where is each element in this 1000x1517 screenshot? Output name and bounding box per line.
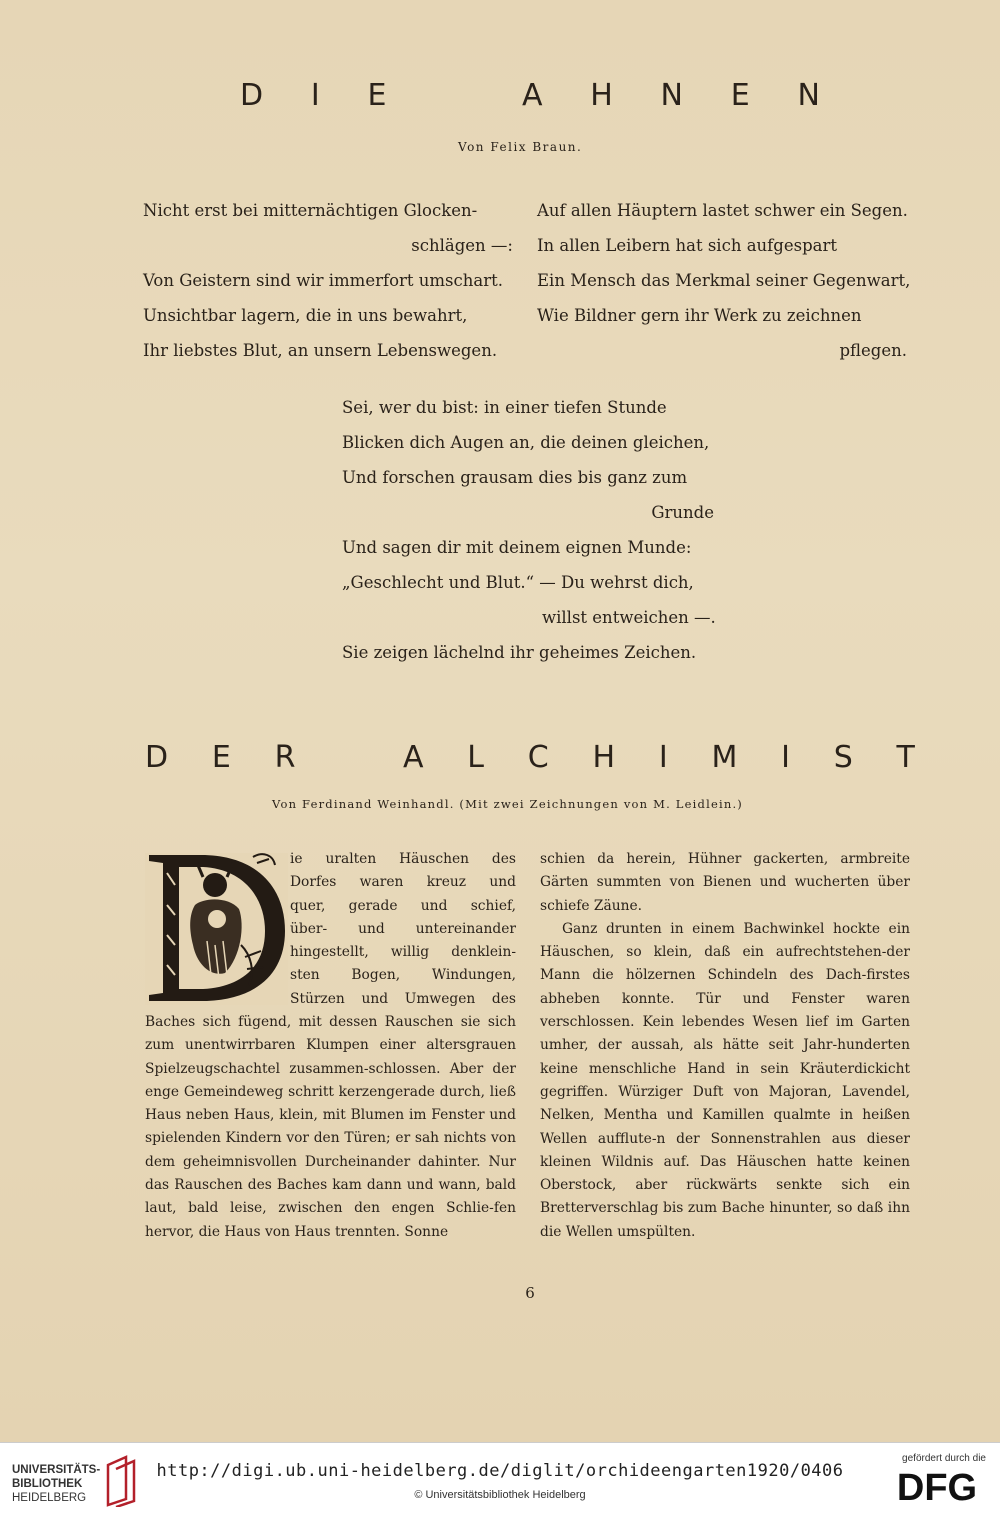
poem-byline: Von Felix Braun. [458,140,583,154]
poem-line: Und forschen grausam dies bis ganz zum [342,468,688,487]
prose-line: hingestellt, willig denklein- [290,944,516,961]
poem-line: Sie zeigen lächelnd ihr geheimes Zeichen. [342,643,697,662]
prose-line: ie uralten Häuschen des [290,851,516,867]
title-letter: I [658,740,668,775]
poem-line: Von Geistern sind wir immerfort umschart. [143,271,503,290]
title-letter: L [467,740,485,775]
dfg-logo-icon [890,1467,984,1505]
title-letter: H [592,740,616,775]
story-title [145,740,915,775]
title-letter: E [367,78,387,113]
title-letter: E [211,740,231,775]
prose-line: quer, gerade und schief, [290,897,516,914]
prose-line: Stürzen und Umwegen des [290,990,516,1007]
poem-line: schlägen —: [411,236,513,255]
paragraph: Ganz drunten in einem Bachwinkel hockte ein Häuschen, so klein, daß ein aufrechtstehen-der Mann die hölzernen Schindeln des Dach-firstes abheben konnte. Tür und Fenster waren verschlossen. Kein lebendes Wesen lief im Garten umher, der aussah, als hätte seit Jahr-hunderten keine menschliche Hand in sein Kräuterdickicht gegriffen. Würziger Duft von Majoran, Lavendel, Nelken, Mentha und Kamillen qualmte in heißen Wellen aufflute-n der Sonnenstrahlen aus dieser kleinen Wildnis auf. Das Häuschen hatte keinen Oberstock, aber rückwärts senkte sich ein Bretterverschlag bis zum Bache hinunter, so daß ihn die Wellen umspülten. [540,920,910,1240]
title-letter: N [797,78,820,113]
poem-line: Blicken dich Augen an, die deinen gleichen, [342,433,710,452]
title-letter: T [896,740,915,775]
story-left-column [145,1011,516,1244]
story-right-column [540,848,910,1244]
poem-line: Ihr liebstes Blut, an unsern Lebenswegen. [143,341,498,360]
title-letter: C [527,740,549,775]
title-letter: A [403,740,424,775]
document-url[interactable]: http://digi.ub.uni-heidelberg.de/diglit/orchideengarten1920/0406 [156,1461,844,1481]
copyright-text: © Universitätsbibliothek Heidelberg [414,1489,586,1501]
poem-line: Auf allen Häuptern lastet schwer ein Segen. [537,201,908,220]
poem-line: Sei, wer du bist: in einer tiefen Stunde [342,398,667,417]
title-letter: D [240,78,264,113]
paragraph: Baches sich fügend, mit dessen Rauschen sie sich zum unentwirrbaren Klumpen einer altersgrauen Spielzeugschachtel zusammen-schlossen. Aber der enge Gemeindeweg schritt kerzengerade durch, ließ Haus neben Haus, klein, mit Blumen im Fenster und spielenden Kindern vor den Türen; er sah nichts von dem geheimnisvollen Durcheinander dahinter. Nur das Rauschen des Baches kam dann und wann, bald laut, bald leise, zwischen den engen Schlie-fen hervor, die Haus von Haus trennten. Sonne [145,1014,516,1240]
prose-line: über- und untereinander [290,920,516,937]
paragraph: schien da herein, Hühner gackerten, armbreite Gärten summten von Bienen und wucherten über schiefe Zäune. [540,851,910,914]
title-letter: H [590,78,613,113]
title-letter: A [521,78,543,113]
poem-line: pflegen. [839,341,907,360]
poem-line: Grunde [651,503,714,522]
title-letter: E [730,78,750,113]
poem-line: Und sagen dir mit deinem eignen Munde: [342,538,692,557]
poem-line: Nicht erst bei mitternächtigen Glocken- [143,201,478,220]
title-letter: N [660,78,683,113]
poem-line: Ein Mensch das Merkmal seiner Gegenwart, [537,271,911,290]
title-letter: R [274,740,296,775]
prose-line: Dorfes waren kreuz und [290,874,516,891]
poem-left-stanza [143,193,513,368]
footer-bar [0,1442,1000,1517]
title-letter: I [781,740,790,775]
poem-line: willst entweichen —. [542,608,716,627]
title-letter: I [310,78,320,113]
dropcap-illustration [145,845,288,1005]
title-letter: D [145,740,169,775]
dfg-logo-text: DFG [896,1467,978,1505]
title-letter: M [711,740,738,775]
poem-line: In allen Leibern hat sich aufgespart [537,236,837,255]
poem-right-stanza [537,193,911,368]
poem-line: Wie Bildner gern ihr Werk zu zeichnen [537,306,862,325]
poem-center-stanza [342,390,714,670]
story-byline: Von Ferdinand Weinhandl. (Mit zwei Zeichnungen von M. Leidlein.) [272,797,743,811]
poem-title [240,78,820,113]
page-number: 6 [525,1284,535,1302]
prose-line: sten Bogen, Windungen, [290,967,516,984]
poem-line: „Geschlecht und Blut.“ — Du wehrst dich, [342,573,694,592]
funding-label: gefördert durch die [902,1453,986,1464]
title-letter: S [833,740,853,775]
poem-line: Unsichtbar lagern, die in uns bewahrt, [143,306,468,325]
library-name: UNIVERSITÄTS- BIBLIOTHEK HEIDELBERG [12,1464,101,1504]
story-dropcap-lines [290,848,516,1011]
